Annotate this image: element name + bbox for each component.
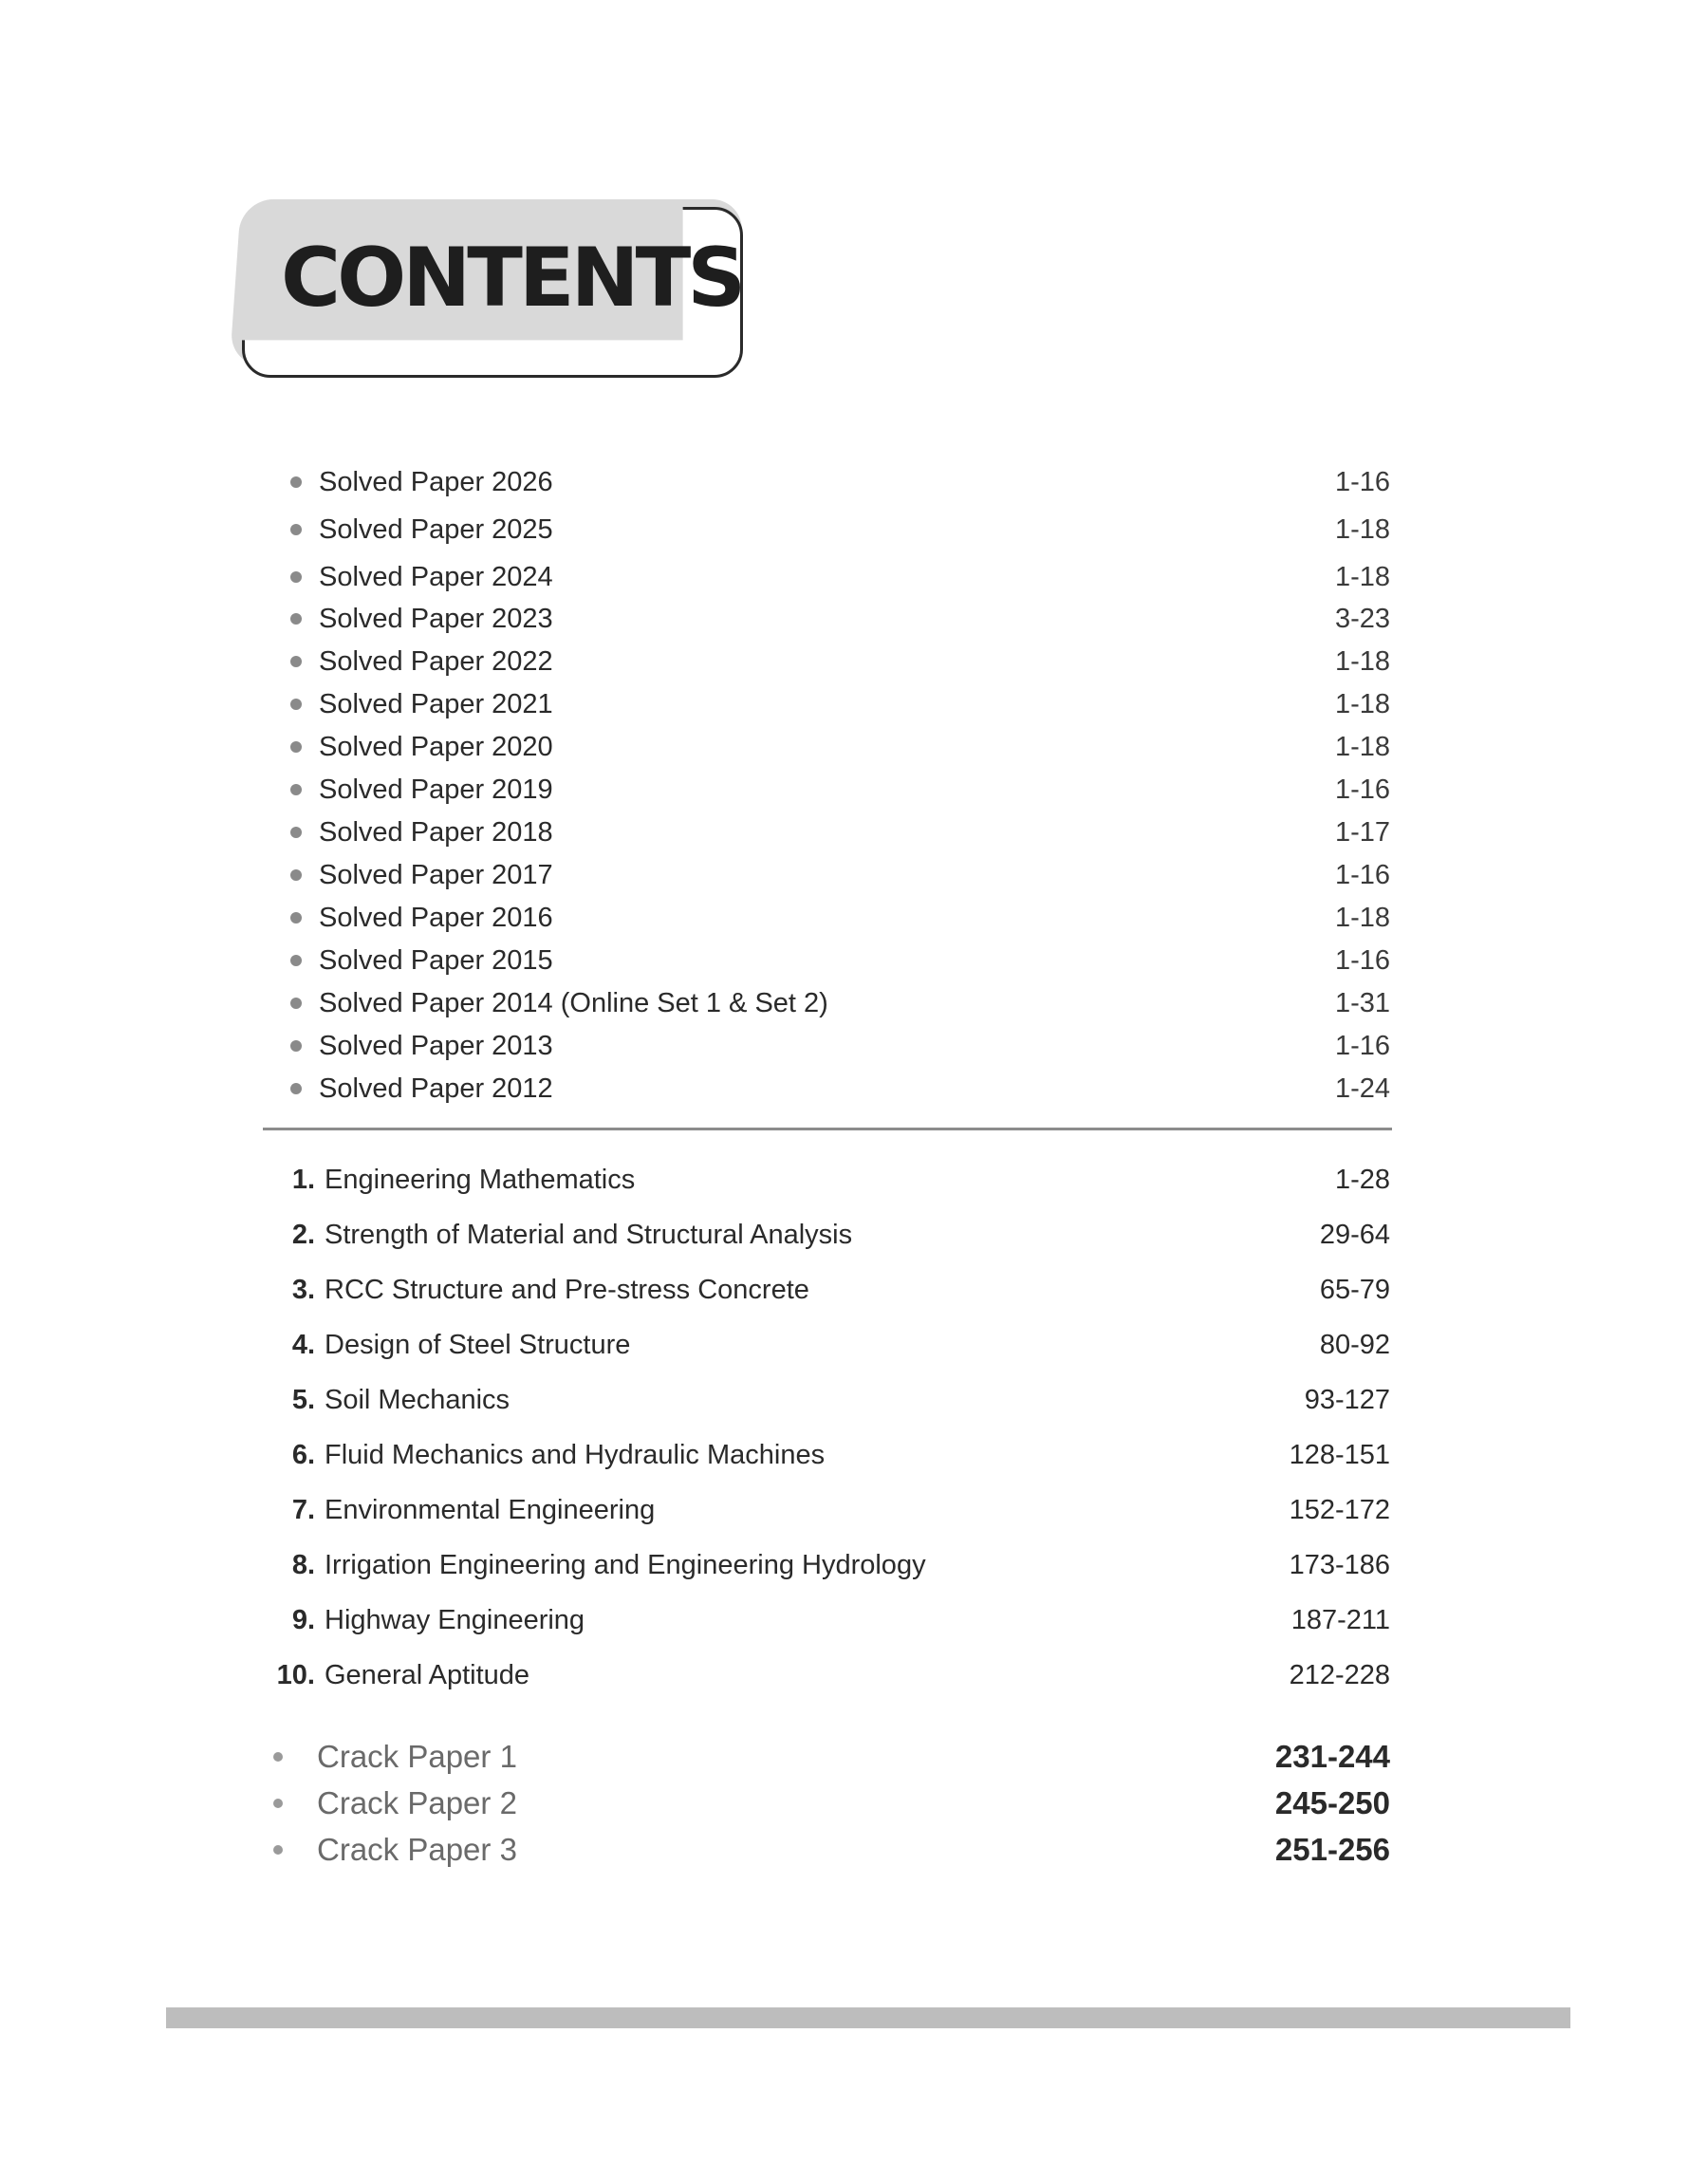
chapter-pages: 187-211 <box>1290 1604 1390 1635</box>
chapter-title: Strength of Material and Structural Analysis <box>325 1219 853 1250</box>
chapter-title: RCC Structure and Pre-stress Concrete <box>325 1274 809 1305</box>
list-item <box>266 812 1390 853</box>
bullet-icon <box>290 1040 302 1052</box>
item-label: Solved Paper 2023 <box>319 603 553 634</box>
chapter-number: 2. <box>291 1219 315 1250</box>
bullet-icon <box>290 827 302 838</box>
list-item <box>266 1782 1390 1824</box>
list-item <box>266 769 1390 811</box>
chapter-title: Design of Steel Structure <box>325 1329 631 1360</box>
bullet-icon <box>273 1845 283 1855</box>
item-label: Solved Paper 2013 <box>319 1030 553 1061</box>
item-label: Solved Paper 2020 <box>319 731 553 762</box>
item-pages: 1-18 <box>1334 561 1390 592</box>
list-item <box>266 982 1390 1024</box>
item-pages: 1-24 <box>1334 1073 1390 1104</box>
chapter-row <box>266 1599 1390 1641</box>
item-label: Solved Paper 2018 <box>319 816 553 848</box>
chapter-title: Fluid Mechanics and Hydraulic Machines <box>325 1439 826 1470</box>
item-label: Solved Paper 2019 <box>319 774 553 805</box>
bullet-icon <box>273 1799 283 1808</box>
bullet-icon <box>290 613 302 625</box>
item-pages: 1-17 <box>1334 816 1390 848</box>
chapter-number: 5. <box>291 1384 315 1415</box>
bullet-icon <box>273 1752 283 1762</box>
item-pages: 1-18 <box>1334 731 1390 762</box>
chapter-pages: 65-79 <box>1319 1274 1390 1305</box>
item-pages: 251-256 <box>1274 1832 1390 1867</box>
chapter-number: 3. <box>291 1274 315 1305</box>
list-item <box>266 1736 1390 1778</box>
footer-bar <box>166 2007 1570 2028</box>
chapter-row <box>266 1654 1390 1696</box>
item-pages: 1-16 <box>1334 944 1390 976</box>
page-title: CONTENTS <box>281 231 743 326</box>
list-item <box>266 897 1390 939</box>
item-label: Solved Paper 2022 <box>319 645 553 677</box>
chapter-row <box>266 1489 1390 1531</box>
item-label: Solved Paper 2024 <box>319 561 553 592</box>
item-label: Solved Paper 2025 <box>319 513 553 545</box>
item-label: Crack Paper 1 <box>317 1739 517 1774</box>
list-item <box>266 461 1390 503</box>
chapter-title: Soil Mechanics <box>325 1384 511 1415</box>
chapter-number: 6. <box>291 1439 315 1470</box>
chapter-row <box>266 1324 1390 1366</box>
bullet-icon <box>290 1083 302 1094</box>
chapter-row <box>266 1379 1390 1421</box>
bullet-icon <box>290 524 302 535</box>
chapter-title: Engineering Mathematics <box>325 1164 636 1195</box>
list-item <box>266 1025 1390 1067</box>
item-label: Solved Paper 2021 <box>319 688 553 719</box>
chapter-row <box>266 1159 1390 1201</box>
chapter-row <box>266 1544 1390 1586</box>
chapter-title: General Aptitude <box>325 1659 530 1690</box>
bullet-icon <box>290 656 302 667</box>
item-label: Solved Paper 2026 <box>319 466 553 497</box>
bullet-icon <box>290 869 302 881</box>
chapter-pages: 212-228 <box>1289 1659 1390 1690</box>
item-label: Solved Paper 2012 <box>319 1073 553 1104</box>
item-pages: 1-18 <box>1334 645 1390 677</box>
item-label: Solved Paper 2015 <box>319 944 553 976</box>
item-pages: 1-16 <box>1334 1030 1390 1061</box>
chapter-title: Environmental Engineering <box>325 1494 656 1525</box>
chapter-number: 7. <box>291 1494 315 1525</box>
chapter-title: Irrigation Engineering and Engineering Hydrology <box>325 1549 926 1580</box>
chapter-number: 10. <box>276 1659 315 1690</box>
chapter-pages: 80-92 <box>1319 1329 1390 1360</box>
chapter-pages: 128-151 <box>1289 1439 1390 1470</box>
chapter-title: Highway Engineering <box>325 1604 585 1635</box>
item-pages: 3-23 <box>1334 603 1390 634</box>
chapter-number: 1. <box>291 1164 315 1195</box>
list-item <box>266 509 1390 550</box>
bullet-icon <box>290 912 302 924</box>
item-pages: 245-250 <box>1274 1785 1390 1820</box>
item-pages: 1-16 <box>1334 774 1390 805</box>
chapter-pages: 173-186 <box>1289 1549 1390 1580</box>
chapter-row <box>266 1214 1390 1256</box>
list-item <box>266 598 1390 640</box>
bullet-icon <box>290 955 302 966</box>
list-item <box>266 641 1390 682</box>
item-label: Crack Paper 3 <box>317 1832 517 1867</box>
chapter-number: 4. <box>291 1329 315 1360</box>
list-item <box>266 940 1390 981</box>
bullet-icon <box>290 571 302 583</box>
list-item <box>266 683 1390 725</box>
item-label: Solved Paper 2017 <box>319 859 553 890</box>
list-item <box>266 1829 1390 1871</box>
chapter-pages: 29-64 <box>1319 1219 1390 1250</box>
chapter-row <box>266 1269 1390 1311</box>
item-label: Solved Paper 2016 <box>319 902 553 933</box>
chapter-pages: 152-172 <box>1289 1494 1390 1525</box>
bullet-icon <box>290 476 302 488</box>
chapter-number: 8. <box>291 1549 315 1580</box>
bullet-icon <box>290 699 302 710</box>
chapter-number: 9. <box>291 1604 315 1635</box>
item-pages: 1-31 <box>1334 987 1390 1018</box>
item-pages: 1-18 <box>1334 513 1390 545</box>
item-pages: 1-18 <box>1334 688 1390 719</box>
list-item <box>266 556 1390 598</box>
list-item <box>266 854 1390 896</box>
chapter-pages: 1-28 <box>1334 1164 1390 1195</box>
section-divider <box>263 1128 1392 1130</box>
item-pages: 1-18 <box>1334 902 1390 933</box>
item-pages: 1-16 <box>1334 859 1390 890</box>
list-item <box>266 1068 1390 1110</box>
bullet-icon <box>290 741 302 753</box>
item-label: Crack Paper 2 <box>317 1785 517 1820</box>
chapter-row <box>266 1434 1390 1476</box>
list-item <box>266 726 1390 768</box>
bullet-icon <box>290 784 302 795</box>
chapter-pages: 93-127 <box>1304 1384 1390 1415</box>
item-pages: 1-16 <box>1334 466 1390 497</box>
item-label: Solved Paper 2014 (Online Set 1 & Set 2) <box>319 987 828 1018</box>
bullet-icon <box>290 998 302 1009</box>
item-pages: 231-244 <box>1274 1739 1390 1774</box>
